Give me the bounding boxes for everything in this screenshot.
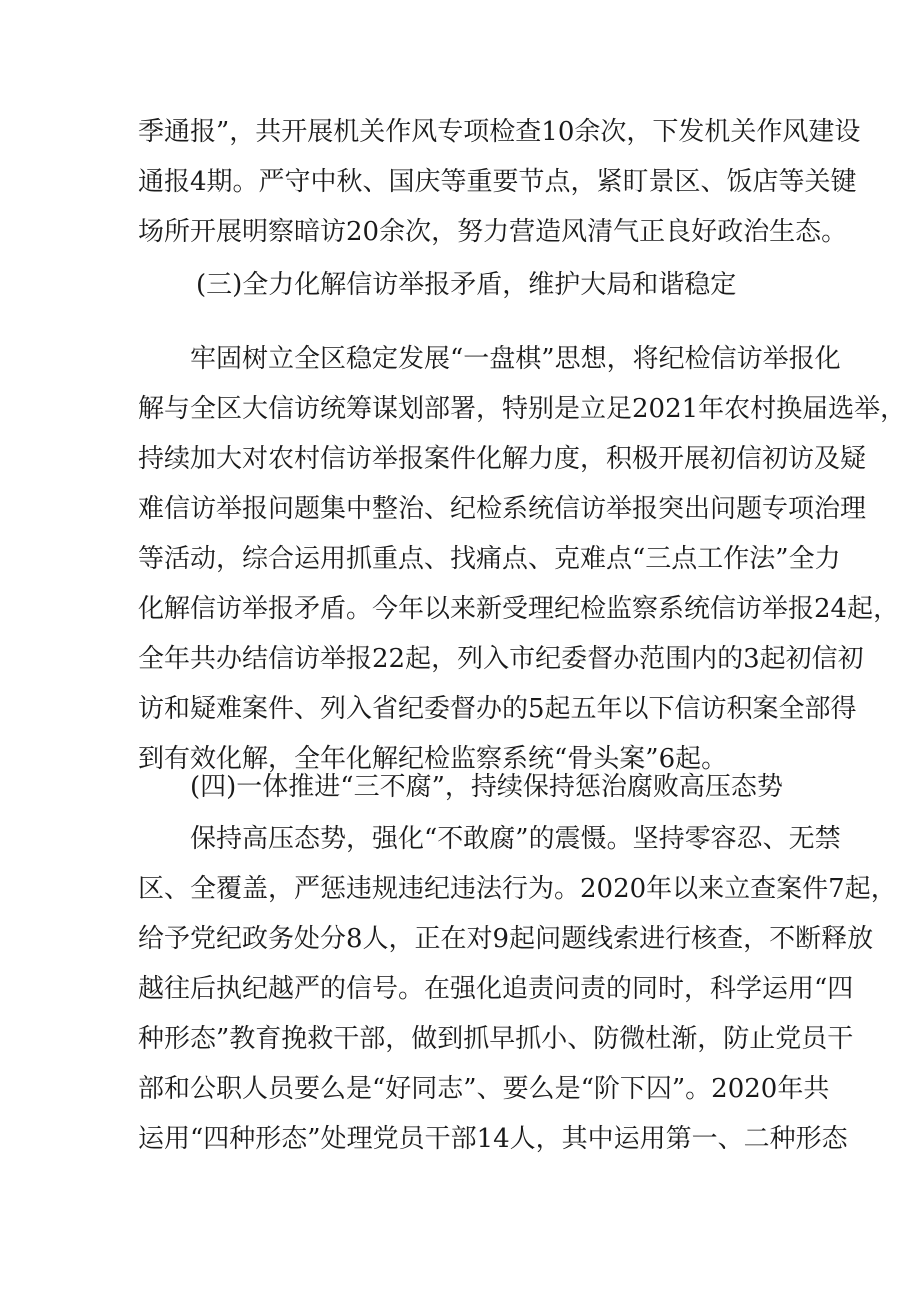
text-line: 保持高压态势，强化“不敢腐”的震慑。坚持零容忍、无禁 — [190, 824, 841, 854]
text-line: 季通报”，共开展机关作风专项检查10余次，下发机关作风建设 — [138, 117, 861, 147]
text-line: 化解信访举报矛盾。今年以来新受理纪检监察系统信访举报24起， — [138, 594, 900, 624]
text-line: 到有效化解，全年化解纪检监察系统“骨头案”6起。 — [138, 744, 728, 774]
text-line: 部和公职人员要么是“好同志”、要么是“阶下囚”。2020年共 — [138, 1074, 830, 1104]
text-line: 持续加大对农村信访举报案件化解力度，积极开展初信初访及疑 — [138, 444, 867, 474]
section-heading-3: (三)全力化解信访举报矛盾，维护大局和谐稳定 — [196, 270, 737, 300]
text-line: 全年共办结信访举报22起，列入市纪委督办范围内的3起初信初 — [138, 644, 864, 674]
text-line: 通报4期。严守中秋、国庆等重要节点，紧盯景区、饭店等关键 — [138, 167, 857, 197]
text-line: 访和疑难案件、列入省纪委督办的5起五年以下信访积案全部得 — [138, 694, 857, 724]
text-line: 等活动，综合运用抓重点、找痛点、克难点“三点工作法”全力 — [138, 544, 841, 574]
section-heading-4: (四)一体推进“三不腐”，持续保持惩治腐败高压态势 — [190, 772, 783, 802]
text-line: 给予党纪政务处分8人，正在对9起问题线索进行核查，不断释放 — [138, 924, 874, 954]
text-line: 区、全覆盖，严惩违规违纪违法行为。2020年以来立查案件7起， — [138, 874, 897, 904]
text-line: 运用“四种形态”处理党员干部14人，其中运用第一、二种形态 — [138, 1124, 848, 1154]
text-line: 难信访举报问题集中整治、纪检系统信访举报突出问题专项治理 — [138, 494, 867, 524]
text-line: 越往后执纪越严的信号。在强化追责问责的同时，科学运用“四 — [138, 974, 854, 1004]
text-line: 种形态”教育挽救干部，做到抓早抓小、防微杜渐，防止党员干 — [138, 1024, 854, 1054]
text-line: 牢固树立全区稳定发展“一盘棋”思想，将纪检信访举报化 — [190, 344, 841, 374]
text-line: 解与全区大信访统筹谋划部署，特别是立足2021年农村换届选举， — [138, 394, 907, 424]
text-line: 场所开展明察暗访20余次，努力营造风清气正良好政治生态。 — [138, 217, 848, 247]
